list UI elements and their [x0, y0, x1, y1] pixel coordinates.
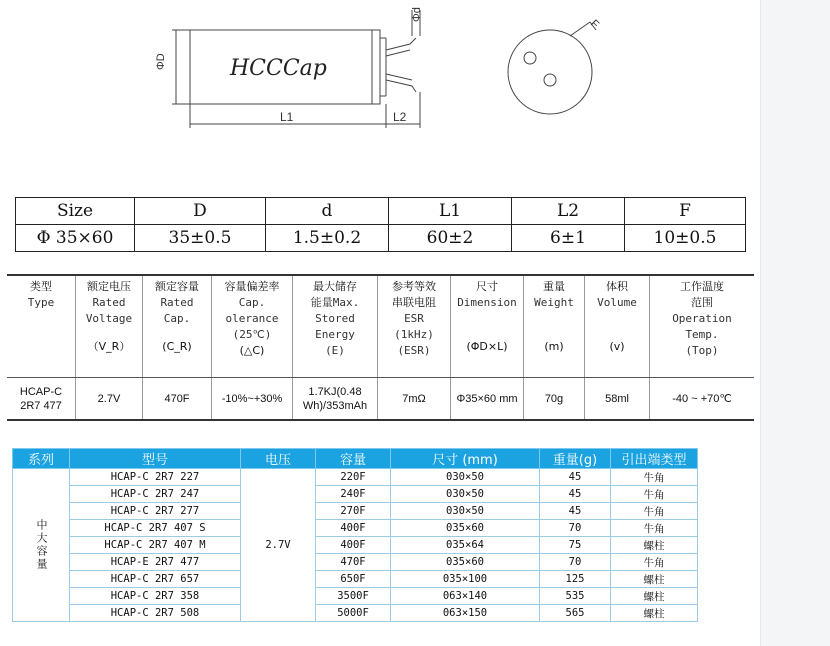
table-row — [13, 520, 698, 537]
table-cell: 400F — [316, 520, 391, 537]
table-row — [13, 469, 698, 486]
table-cell: -10%~+30% — [212, 378, 293, 421]
table-cell: 45 — [540, 503, 611, 520]
header-operating-temp: 工作温度 范围 Operation Temp. (Top) — [650, 275, 755, 378]
header-cell: F — [625, 198, 746, 225]
table-cell: 1.5±0.2 — [266, 225, 389, 252]
table-cell: 535 — [540, 588, 611, 605]
table-cell: 70 — [540, 520, 611, 537]
table-cell: 牛角 — [611, 520, 698, 537]
header-cell: 电压 — [241, 449, 316, 469]
header-cell: 系列 — [13, 449, 70, 469]
table-cell: 45 — [540, 469, 611, 486]
table-cell: HCAP-C 2R7 277 — [70, 503, 241, 520]
table-cell: 牛角 — [611, 486, 698, 503]
header-max-energy: 最大储存 能量Max. Stored Energy (E) — [293, 275, 378, 378]
capacitor-drawing — [150, 0, 610, 140]
header-type: 类型 Type — [7, 275, 76, 378]
table-cell: 063×140 — [391, 588, 540, 605]
model-table — [12, 448, 698, 622]
table-cell: HCAP-C 2R7 407 M — [70, 537, 241, 554]
dim-F-label: F — [587, 17, 602, 31]
table-cell: 035×64 — [391, 537, 540, 554]
header-cell: 型号 — [70, 449, 241, 469]
header-cell: d — [266, 198, 389, 225]
table-cell: 螺柱 — [611, 605, 698, 622]
header-dimension: 尺寸 Dimension (ΦD×L) — [451, 275, 524, 378]
table-cell: HCAP-C 2R7 407 S — [70, 520, 241, 537]
header-cell: 重量(g) — [540, 449, 611, 469]
table-cell: 75 — [540, 537, 611, 554]
header-cell: L2 — [512, 198, 625, 225]
brand-logo: HCCCap — [230, 56, 327, 81]
size-table-row — [16, 225, 746, 252]
table-cell: 45 — [540, 486, 611, 503]
header-rated-voltage: 额定电压 Rated Voltage （V_R） — [76, 275, 143, 378]
table-row — [13, 605, 698, 622]
table-cell: 3500F — [316, 588, 391, 605]
table-row — [13, 503, 698, 520]
table-cell: Φ35×60 mm — [451, 378, 524, 421]
spec-table-header — [7, 275, 754, 378]
header-esr: 参考等效 串联电阻 ESR (1kHz) (ESR) — [378, 275, 451, 378]
table-row — [13, 571, 698, 588]
table-row — [13, 554, 698, 571]
model-table-header — [13, 449, 698, 469]
table-cell: HCAP-C 2R7 657 — [70, 571, 241, 588]
table-row — [13, 486, 698, 503]
header-cap-tolerance: 容量偏差率 Cap. olerance (25℃) (△C) — [212, 275, 293, 378]
table-cell: 470F — [316, 554, 391, 571]
table-cell: 035×60 — [391, 554, 540, 571]
voltage-cell: 2.7V — [241, 469, 316, 622]
spec-table-row — [7, 378, 754, 421]
table-cell: 牛角 — [611, 554, 698, 571]
header-rated-cap: 额定容量 Rated Cap. (C_R) — [143, 275, 212, 378]
table-cell: HCAP-C 2R7 508 — [70, 605, 241, 622]
table-cell: 030×50 — [391, 469, 540, 486]
header-volume: 体积 Volume (v) — [585, 275, 650, 378]
table-cell: HCAP-C 2R7 247 — [70, 486, 241, 503]
table-cell: 1.7KJ(0.48 Wh)/353mAh — [293, 378, 378, 421]
header-cell: Size — [16, 198, 135, 225]
table-cell: 470F — [143, 378, 212, 421]
table-cell: 10±0.5 — [625, 225, 746, 252]
table-cell: 58ml — [585, 378, 650, 421]
header-cell: L1 — [389, 198, 512, 225]
table-cell: 400F — [316, 537, 391, 554]
table-cell: 5000F — [316, 605, 391, 622]
table-cell: HCAP-C 2R7 358 — [70, 588, 241, 605]
table-cell: -40 ~ +70℃ — [650, 378, 755, 421]
table-cell: 牛角 — [611, 469, 698, 486]
table-cell: HCAP-E 2R7 477 — [70, 554, 241, 571]
header-cell: D — [135, 198, 266, 225]
spec-table — [7, 274, 754, 421]
table-cell: 270F — [316, 503, 391, 520]
table-cell: 030×50 — [391, 503, 540, 520]
size-table — [15, 197, 746, 252]
table-cell: 240F — [316, 486, 391, 503]
table-cell: HCAP-C 2R7 477 — [19, 385, 63, 412]
table-row — [13, 537, 698, 554]
scrollbar-gutter — [760, 0, 830, 646]
table-cell: 螺柱 — [611, 537, 698, 554]
dim-L2-label: L2 — [393, 110, 407, 124]
table-cell: 125 — [540, 571, 611, 588]
table-cell: 2.7V — [76, 378, 143, 421]
table-cell: 035×60 — [391, 520, 540, 537]
table-cell: 565 — [540, 605, 611, 622]
header-weight: 重量 Weight (m) — [524, 275, 585, 378]
header-cell: 引出端类型 — [611, 449, 698, 469]
table-cell: 螺柱 — [611, 571, 698, 588]
table-cell: Φ 35×60 — [16, 225, 135, 252]
dim-d-label: Φd — [411, 7, 423, 22]
table-row — [13, 588, 698, 605]
series-cell: 中大容量 — [13, 469, 70, 622]
table-cell: 030×50 — [391, 486, 540, 503]
table-cell: 650F — [316, 571, 391, 588]
table-cell: 7mΩ — [378, 378, 451, 421]
dim-L1-label: L1 — [280, 110, 294, 124]
dim-D-label: ΦD — [155, 53, 167, 70]
table-cell: 035×100 — [391, 571, 540, 588]
table-cell: HCAP-C 2R7 227 — [70, 469, 241, 486]
header-cell: 尺寸 (mm) — [391, 449, 540, 469]
table-cell: 063×150 — [391, 605, 540, 622]
table-cell: 6±1 — [512, 225, 625, 252]
table-cell: 70g — [524, 378, 585, 421]
table-cell: 螺柱 — [611, 588, 698, 605]
header-cell: 容量 — [316, 449, 391, 469]
table-cell: 35±0.5 — [135, 225, 266, 252]
table-cell: 220F — [316, 469, 391, 486]
size-table-header — [16, 198, 746, 225]
model-table-body — [13, 469, 698, 622]
table-cell: 牛角 — [611, 503, 698, 520]
table-cell: 60±2 — [389, 225, 512, 252]
table-cell: 70 — [540, 554, 611, 571]
